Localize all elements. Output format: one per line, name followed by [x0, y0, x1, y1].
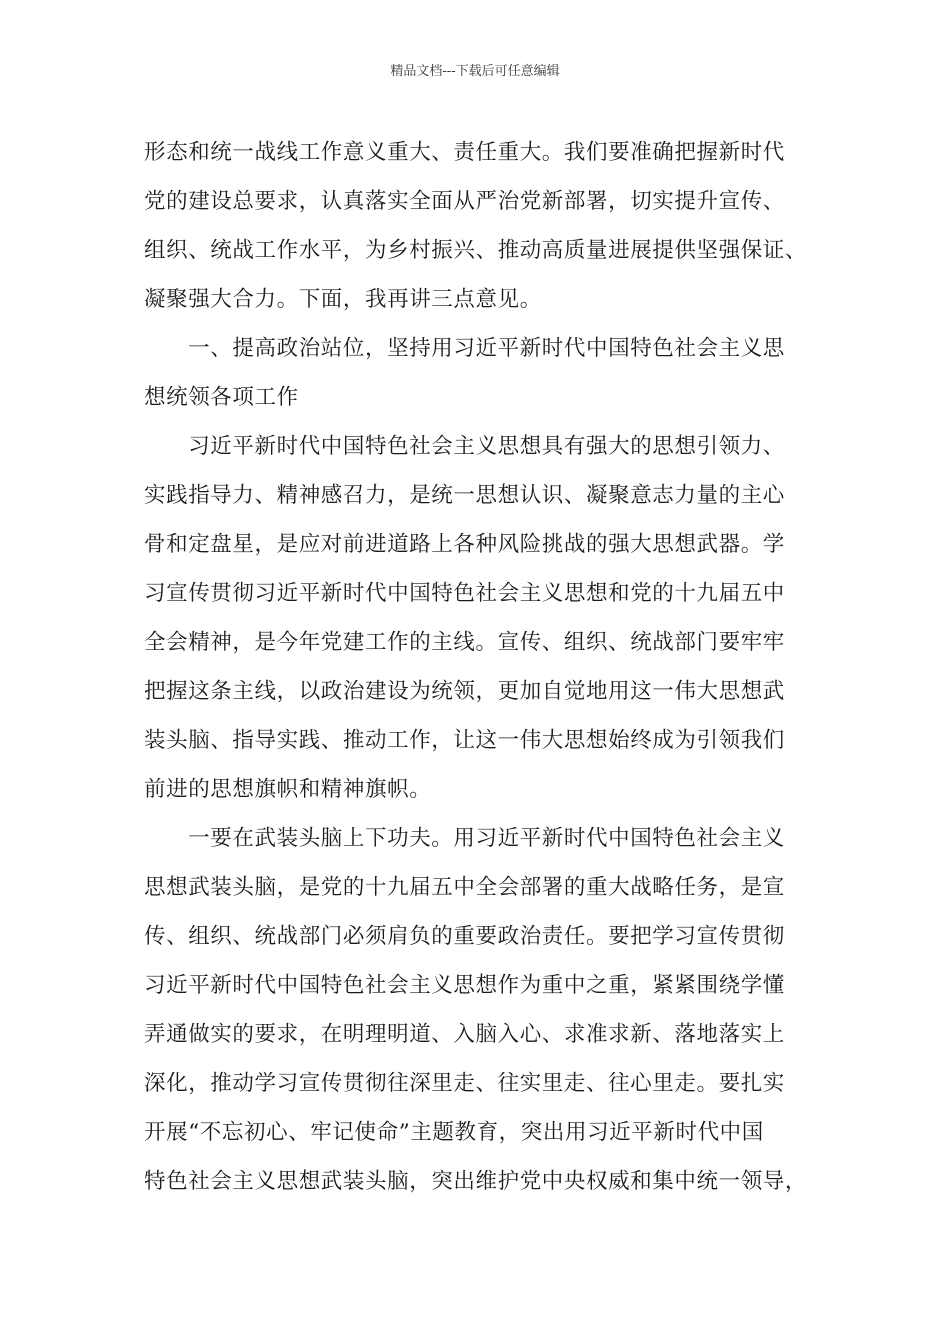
text-line: 思想武装头脑，是党的十九届五中全会部署的重大战略任务，是宣 [144, 875, 785, 900]
text-line: 把握这条主线，以政治建设为统领，更加自觉地用这一伟大思想武 [144, 679, 785, 704]
text-line: 全会精神，是今年党建工作的主线。宣传、组织、统战部门要牢牢 [144, 630, 785, 655]
text-line: 习近平新时代中国特色社会主义思想具有强大的思想引领力、 [144, 434, 785, 459]
text-line: 习近平新时代中国特色社会主义思想作为重中之重，紧紧围绕学懂 [144, 973, 785, 998]
text-line: 党的建设总要求，认真落实全面从严治党新部署，切实提升宣传、 [144, 189, 785, 214]
text-line: 组织、统战工作水平，为乡村振兴、推动高质量进展提供坚强保证、 [144, 238, 808, 263]
text-line: 前进的思想旗帜和精神旗帜。 [144, 777, 432, 802]
text-line: 特色社会主义思想武装头脑，突出维护党中央权威和集中统一领导， [144, 1169, 808, 1194]
text-line: 骨和定盘星，是应对前进道路上各种风险挑战的强大思想武器。学 [144, 532, 785, 557]
text-line: 形态和统一战线工作意义重大、责任重大。我们要准确把握新时代 [144, 140, 785, 165]
text-line: 实践指导力、精神感召力，是统一思想认识、凝聚意志力量的主心 [144, 483, 785, 508]
section-heading-line: 想统领各项工作 [144, 385, 299, 410]
text-line: 传、组织、统战部门必须肩负的重要政治责任。要把学习宣传贯彻 [144, 924, 785, 949]
text-line: 开展“不忘初心、牢记使命”主题教育，突出用习近平新时代中国 [144, 1120, 764, 1145]
page-header: 精品文档---下载后可任意编辑 [390, 64, 560, 79]
text-line: 一要在武装头脑上下功夫。用习近平新时代中国特色社会主义 [144, 826, 785, 851]
text-line: 弄通做实的要求，在明理明道、入脑入心、求准求新、落地落实上 [144, 1022, 785, 1047]
text-line: 装头脑、指导实践、推动工作，让这一伟大思想始终成为引领我们 [144, 728, 785, 753]
document-body [144, 128, 834, 1206]
section-heading-line: 一、提高政治站位，坚持用习近平新时代中国特色社会主义思 [144, 336, 785, 361]
text-line: 深化，推动学习宣传贯彻往深里走、往实里走、往心里走。要扎实 [144, 1071, 785, 1096]
text-line: 凝聚强大合力。下面，我再讲三点意见。 [144, 287, 542, 312]
text-line: 习宣传贯彻习近平新时代中国特色社会主义思想和党的十九届五中 [144, 581, 785, 606]
